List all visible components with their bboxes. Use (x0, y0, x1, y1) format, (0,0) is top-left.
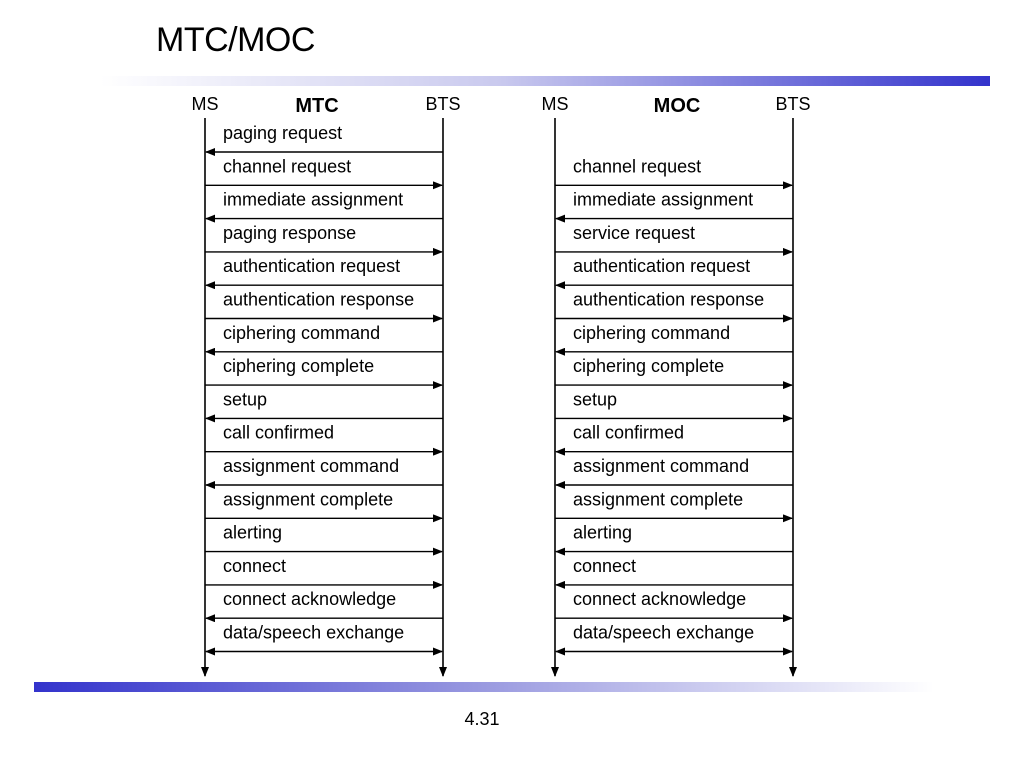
message-label: connect (223, 555, 287, 576)
slide-title: MTC/MOC (156, 21, 315, 59)
message-label: service request (573, 222, 696, 243)
message-label: authentication response (573, 289, 765, 310)
message-label: assignment complete (573, 489, 744, 510)
message-label: connect acknowledge (223, 589, 397, 610)
message-label: immediate assignment (573, 189, 754, 210)
message-label: connect (573, 555, 637, 576)
message-label: authentication request (223, 256, 401, 277)
message-label: setup (223, 389, 268, 410)
message-label: ciphering complete (223, 356, 375, 377)
message-label: call confirmed (223, 422, 335, 443)
bottom-gradient-bar (34, 682, 934, 692)
diagram-heading: MTC (295, 95, 339, 117)
left-entity-label: MS (191, 94, 219, 114)
message-label: authentication request (573, 256, 751, 277)
message-label: assignment complete (223, 489, 394, 510)
message-label: paging request (223, 123, 343, 143)
message-label: alerting (573, 522, 633, 543)
message-label: authentication response (223, 289, 415, 310)
message-label: data/speech exchange (223, 622, 405, 643)
message-label: setup (573, 389, 618, 410)
message-label: ciphering command (223, 322, 381, 343)
moc-sequence-diagram (542, 94, 811, 676)
mtc-sequence-diagram (192, 94, 461, 676)
message-label: immediate assignment (223, 189, 404, 210)
message-label: channel request (223, 156, 352, 177)
message-label: assignment command (223, 456, 400, 476)
message-label: connect acknowledge (573, 589, 747, 610)
message-label: channel request (573, 156, 702, 177)
message-label: paging response (223, 222, 357, 243)
message-label: alerting (223, 522, 283, 543)
message-label: ciphering command (573, 322, 731, 343)
message-label: data/speech exchange (573, 622, 755, 643)
left-entity-label: MS (541, 94, 569, 114)
page-number: 4.31 (464, 709, 500, 729)
right-entity-label: BTS (775, 94, 811, 114)
right-entity-label: BTS (425, 94, 461, 114)
message-label: ciphering complete (573, 356, 725, 377)
message-label: assignment command (573, 456, 750, 476)
diagram-heading: MOC (653, 95, 701, 117)
message-label: call confirmed (573, 422, 685, 443)
